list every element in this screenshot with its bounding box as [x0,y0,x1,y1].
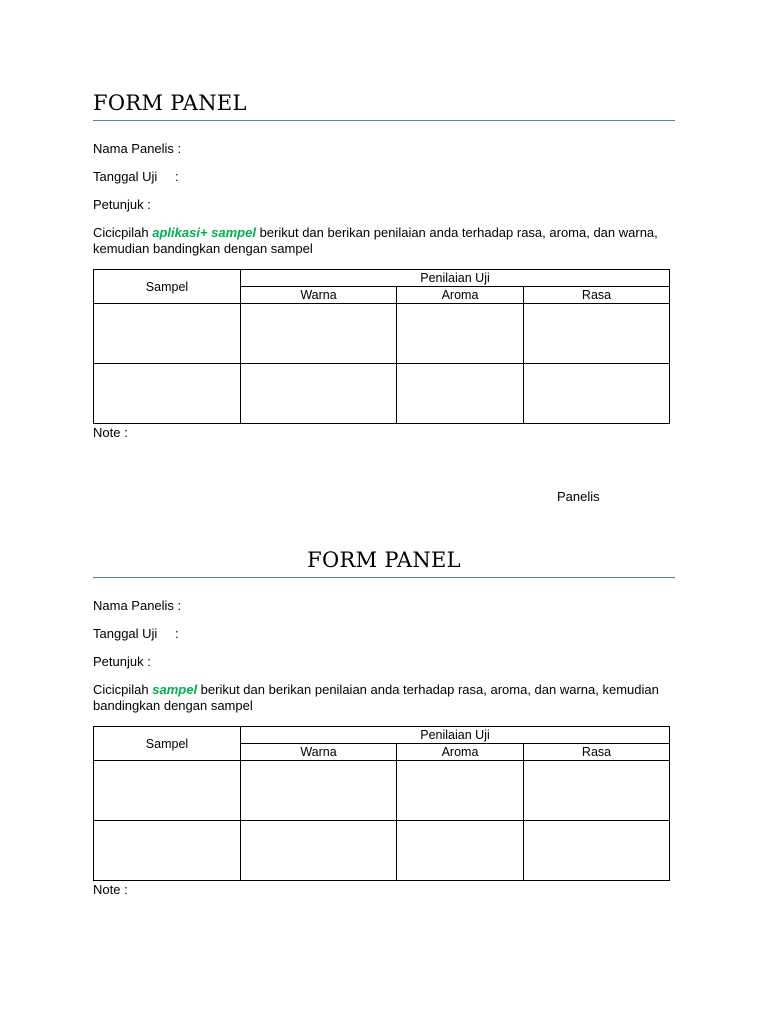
note-label: Note : [93,882,128,897]
petunjuk-label: Petunjuk : [93,654,151,669]
tanggal-uji-colon: : [175,626,179,641]
cell-aroma[interactable] [397,364,524,424]
cell-aroma[interactable] [397,821,524,881]
cell-sampel[interactable] [94,821,241,881]
tanggal-uji-label: Tanggal Uji [93,169,158,184]
signature-label: Panelis [557,489,600,504]
form-panel-2 [93,545,675,898]
header-sampel: Sampel [94,727,241,761]
tanggal-uji-colon: : [175,169,179,184]
penilaian-table [93,726,670,881]
form-title: FORM PANEL [93,545,675,578]
instruction-prefix: Cicicpilah [93,225,153,240]
header-warna: Warna [241,744,397,761]
instruction-prefix: Cicicpilah [93,682,153,697]
header-rasa: Rasa [524,287,670,304]
tanggal-uji-field [93,169,675,185]
instruction-text [93,682,668,714]
instruction-highlight: aplikasi+ sampel [152,225,256,240]
header-penilaian-uji: Penilaian Uji [241,727,670,744]
table-row [94,304,670,364]
cell-warna[interactable] [241,821,397,881]
petunjuk-label: Petunjuk : [93,197,151,212]
note-label: Note : [93,425,128,440]
cell-sampel[interactable] [94,364,241,424]
table-header-row [94,727,670,744]
table-row [94,821,670,881]
nama-panelis-field: Nama Panelis : [93,141,182,156]
nama-panelis-field: Nama Panelis : [93,598,182,613]
header-sampel: Sampel [94,270,241,304]
header-aroma: Aroma [397,287,524,304]
instruction-suffix: berikut dan berikan penilaian anda terhadap rasa, aroma, dan warna, kemudian bandingkan dengan sampel [93,225,658,256]
cell-warna[interactable] [241,304,397,364]
instruction-text [93,225,668,257]
cell-sampel[interactable] [94,304,241,364]
header-warna: Warna [241,287,397,304]
cell-sampel[interactable] [94,761,241,821]
table-row [94,761,670,821]
penilaian-table [93,269,670,424]
cell-rasa[interactable] [524,364,670,424]
instruction-highlight: sampel [152,682,198,697]
cell-warna[interactable] [241,761,397,821]
form-title: FORM PANEL [93,88,675,121]
cell-aroma[interactable] [397,304,524,364]
tanggal-uji-field [93,626,675,642]
instruction-suffix: berikut dan berikan penilaian anda terhadap rasa, aroma, dan warna, kemudian bandingkan dengan sampel [93,682,659,713]
cell-rasa[interactable] [524,821,670,881]
header-rasa: Rasa [524,744,670,761]
tanggal-uji-label: Tanggal Uji [93,626,158,641]
header-aroma: Aroma [397,744,524,761]
table-row [94,364,670,424]
table-header-row [94,270,670,287]
header-penilaian-uji: Penilaian Uji [241,270,670,287]
cell-rasa[interactable] [524,761,670,821]
cell-aroma[interactable] [397,761,524,821]
cell-warna[interactable] [241,364,397,424]
cell-rasa[interactable] [524,304,670,364]
form-panel-1 [93,88,675,441]
